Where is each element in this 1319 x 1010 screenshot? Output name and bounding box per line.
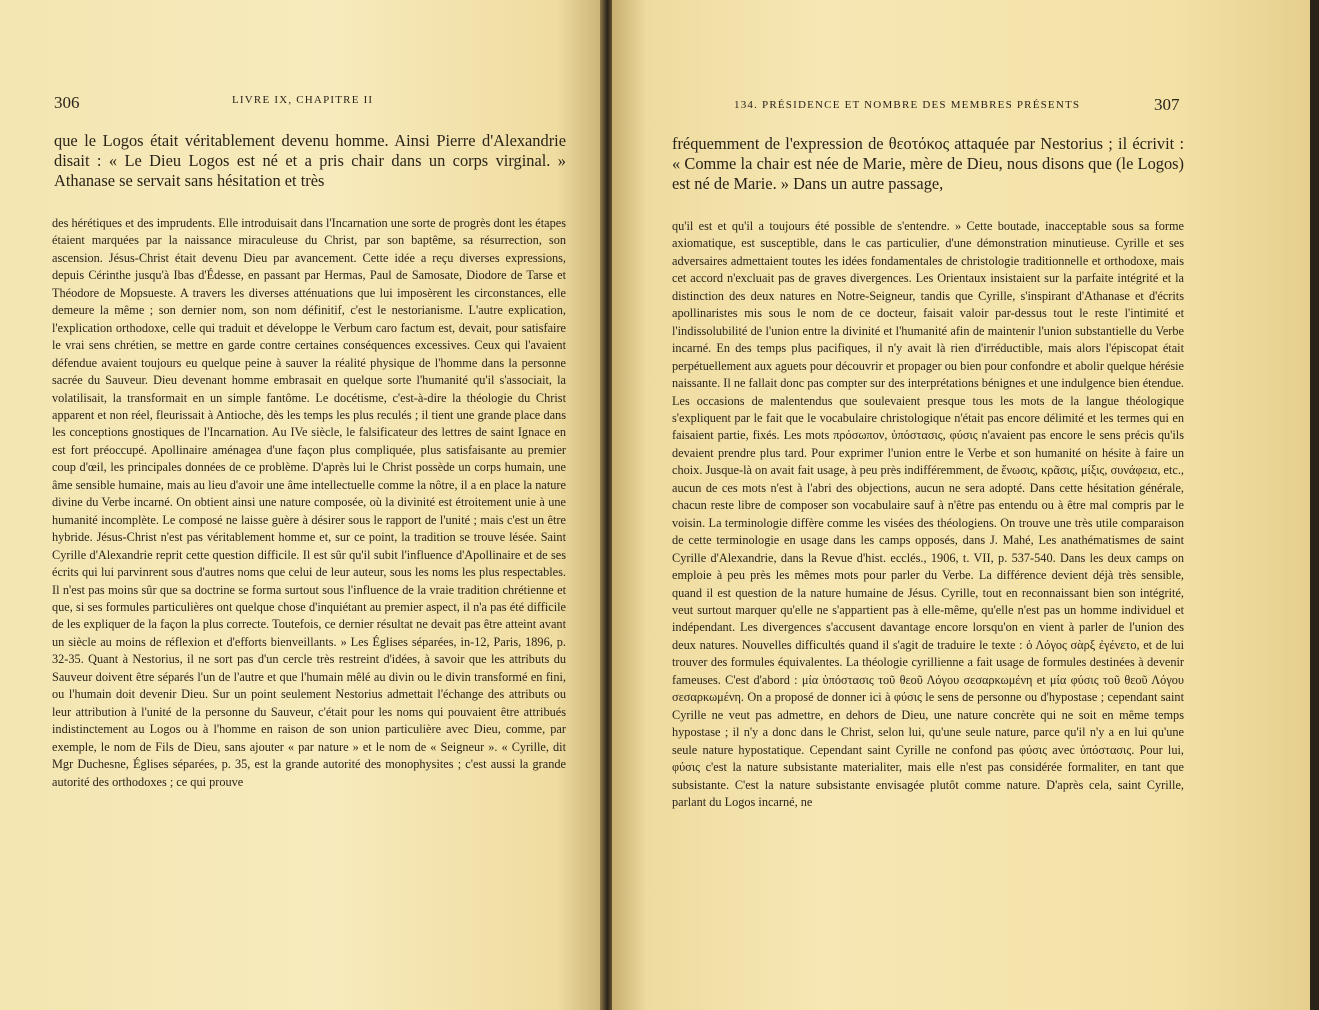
right-page: [612, 0, 1312, 1010]
left-main-text: [54, 131, 566, 192]
right-footnote-paragraph: qu'il est et qu'il a toujours été possible de s'entendre. » Cette boutade, inacceptable sous sa forme axiomatique, est susceptible, dans le cas particulier, d'une démonstration minutieuse. Cyrille et ses adversaires admettaient toutes les idées fondamentales de christologie traditionnelle et orthodoxe, mais cet accord n'excluait pas de graves divergences. Les Orientaux insistaient sur la parfaite intégrité et la distinction des deux natures en Notre-Seigneur, tandis que Cyrille, s'inspirant d'Athanase et d'écrits apollinaristes mis sous le nom de ce docteur, faisait valoir par-dessus tout le reste l'intimité et l'indissolubilité de l'union entre la divinité et l'humanité afin de maintenir l'union substantielle du Verbe incarné. En des temps plus pacifiques, il n'y avait là rien d'irréductible, mais alors l'épiscopat était perpétuellement aux aguets pour découvrir et propager ou bien pour confondre et abolir quelque hérésie naissante. Il ne fallait donc pas compter sur des interprétations bénignes et une indulgence bien étendue. Les occasions de malentendus que soulevaient presque tous les mots de la langue théologique s'expliquent par le fait que le vocabulaire christologique n'était pas encore délimité et les termes qui en faisaient partie, fixés. Les mots πρόσωπον, ὑπόστασις, φύσις n'avaient pas encore le sens précis qu'ils devaient prendre plus tard. Pour exprimer l'union entre le Verbe et son humanité on hésite à faire un choix. Jusque-là on avait fait usage, à peu près indifféremment, de ἕνωσις, κρᾶσις, μίξις, συνάφεια, etc., aucun de ces mots n'est à l'abri des objections, aucun ne sera adopté. Dans cette hésitation générale, chacun reste libre de composer son vocabulaire sauf à n'être pas entendu ou à être mal compris par le voisin. La terminologie diffère comme les visées des théologiens. On trouve une très utile comparaison de cette terminologie en usage dans les camps opposés, dans J. Mahé, Les anathématismes de saint Cyrille d'Alexandrie, dans la Revue d'hist. ecclés., 1906, t. VII, p. 537-540. Dans les deux camps on emploie à peu près les mêmes mots pour parler du Verbe. La différence devient déjà très sensible, quand il est question de la nature humaine de Jésus. Cyrille, tout en reconnaissant bien son intégrité, veut surtout marquer qu'elle ne s'appartient pas à elle-même, qu'elle n'est pas un homme individuel et indépendant. Les divergences s'accusent davantage encore lorsqu'on en vient à parler de l'union des deux natures. Nouvelles difficultés quand il s'agit de traduire le texte : ὁ Λόγος σὰρξ ἐγένετο, et de lui trouver des formules équivalentes. La théologie cyrillienne a fait usage de formules destinées à devenir fameuses. C'est d'abord : μία ὑπόστασις τοῦ θεοῦ Λόγου σεσαρκωμένη et μία φύσις τοῦ θεοῦ Λόγου σεσαρκωμένη. On a proposé de donner ici à φύσις le sens de personne ou d'hypostase ; cependant saint Cyrille ne veut pas admettre, en dehors de Dieu, une nature concrète qui ne soit en même temps hypostase ; il n'y a donc dans le Christ, selon lui, qu'une seule nature, parce qu'il n'y a en lui qu'une seule nature hypostatique. Cependant saint Cyrille ne confond pas φύσις avec ὑπόστασις. Pour lui, φύσις c'est la nature subsistante materialiter, mais elle n'est pas considérée formaliter, en tant que subsistante. C'est la nature subsistante envisagée plutôt comme nature. D'après cela, saint Cyrille, parlant du Logos incarné, ne: [672, 219, 1184, 809]
right-page-number: 307: [1154, 95, 1180, 114]
right-main-paragraph: fréquemment de l'expression de θεοτόκος attaquée par Nestorius ; il écrivit : « Comme la chair est née de Marie, mère de Dieu, nous disons que (le Logos) est né de Marie. » Dans un autre passage,: [672, 134, 1184, 194]
right-main-text: [672, 134, 1184, 195]
left-footnote-paragraph: des hérétiques et des imprudents. Elle introduisait dans l'Incarnation une sorte de progrès dont les étapes étaient marquées par la naissance miraculeuse du Christ, par son baptême, sa résurrection, son ascension. Jésus-Christ était devenu Dieu par avancement. Cette idée a reçu diverses expressions, depuis Cérinthe jusqu'à Ibas d'Édesse, en passant par Hermas, Paul de Samosate, Diodore de Tarse et Théodore de Mopsueste. A travers les diverses atténuations que lui imposèrent les circonstances, elle demeure la même ; son dernier nom, son nom définitif, c'est le nestorianisme. L'autre explication, l'explication orthodoxe, celle qui traduit et développe le Verbum caro factum est, devait, pour satisfaire le vrai sens chrétien, se mettre en garde contre certaines conséquences excessives. Ceux qui l'avaient défendue avaient toujours eu quelque peine à sauver la réalité physique de l'homme dans la personne sacrée du Sauveur. Dieu devenant homme embrasait en quelque sorte l'humanité qu'il s'associait, la volatilisait, la transformait en un simple fantôme. Le docétisme, c'est-à-dire la théologie du Christ apparent et non réel, fleurissait à Antioche, dès les temps les plus reculés ; il tient une grande place dans les conceptions gnostiques de l'Incarnation. Au IVe siècle, le falsificateur des lettres de saint Ignace en est fort préoccupé. Apollinaire aménagea d'une façon plus compliquée, plus satisfaisante au premier coup d'œil, les principales données de ce problème. D'après lui le Christ possède un corps humain, une âme sensible humaine, mais au lieu d'avoir une âme intellectuelle comme la nôtre, il a en place la nature divine du Verbe incarné. On obtient ainsi une nature composée, où la divinité est étroitement unie à une humanité incomplète. Le composé ne laisse guère à désirer sous le rapport de l'unité ; mais c'est un être hybride. Jésus-Christ n'est pas véritablement homme et, sur ce point, la tradition se trouve lésée. Saint Cyrille d'Alexandrie reprit cette question difficile. Il est sûr qu'il subit l'influence d'Apollinaire et de ses écrits qui lui parvinrent sous d'autres noms que celui de leur auteur, sous les noms les plus respectables. Il n'est pas moins sûr que sa doctrine se forma surtout sous l'influence de la vraie tradition chrétienne et que, si ses formules particulières ont quelque chose d'inquiétant au premier aspect, il n'a pas été difficile de les expliquer de la façon la plus correcte. Toutefois, ce dernier résultat ne devait pas être atteint avant un siècle au moins de réflexion et d'efforts bienveillants. » Les Églises séparées, in-12, Paris, 1896, p. 32-35. Quant à Nestorius, il ne sort pas d'un cercle très restreint d'idées, à savoir que les attributs du Sauveur doivent être séparés l'un de l'autre et que l'humain mêlé au divin ou le divin transformé en fini, ou l'humain doit devenir Dieu. Sur un point seulement Nestorius admettait l'échange des attributs ou leur attribution à l'unité de la personne du Sauveur, c'était pour les noms qui pouvaient être attribués indistinctement au Logos ou à l'homme en raison de son union particulière avec Dieu, comme, par exemple, le nom de Fils de Dieu, sans ajouter « par nature » et le nom de « Seigneur ». « Cyrille, dit Mgr Duchesne, Églises séparées, p. 35, est la grande autorité des monophysites ; c'est aussi la grande autorité des orthodoxes ; ce qui prouve: [52, 216, 566, 789]
book-edge: [1310, 0, 1319, 1010]
left-page: [0, 0, 604, 1010]
right-running-head: 134. PRÉSIDENCE ET NOMBRE DES MEMBRES PRÉSENTS: [734, 99, 1081, 111]
left-main-paragraph: que le Logos était véritablement devenu homme. Ainsi Pierre d'Alexandrie disait : « Le Dieu Logos est né et a pris chair dans un corps virginal. » Athanase se servait sans hésitation et très: [54, 131, 566, 191]
right-footnote: [672, 218, 1184, 811]
left-footnote: [52, 215, 566, 791]
left-page-number: 306: [54, 93, 80, 112]
left-running-head: LIVRE IX, CHAPITRE II: [232, 94, 374, 106]
